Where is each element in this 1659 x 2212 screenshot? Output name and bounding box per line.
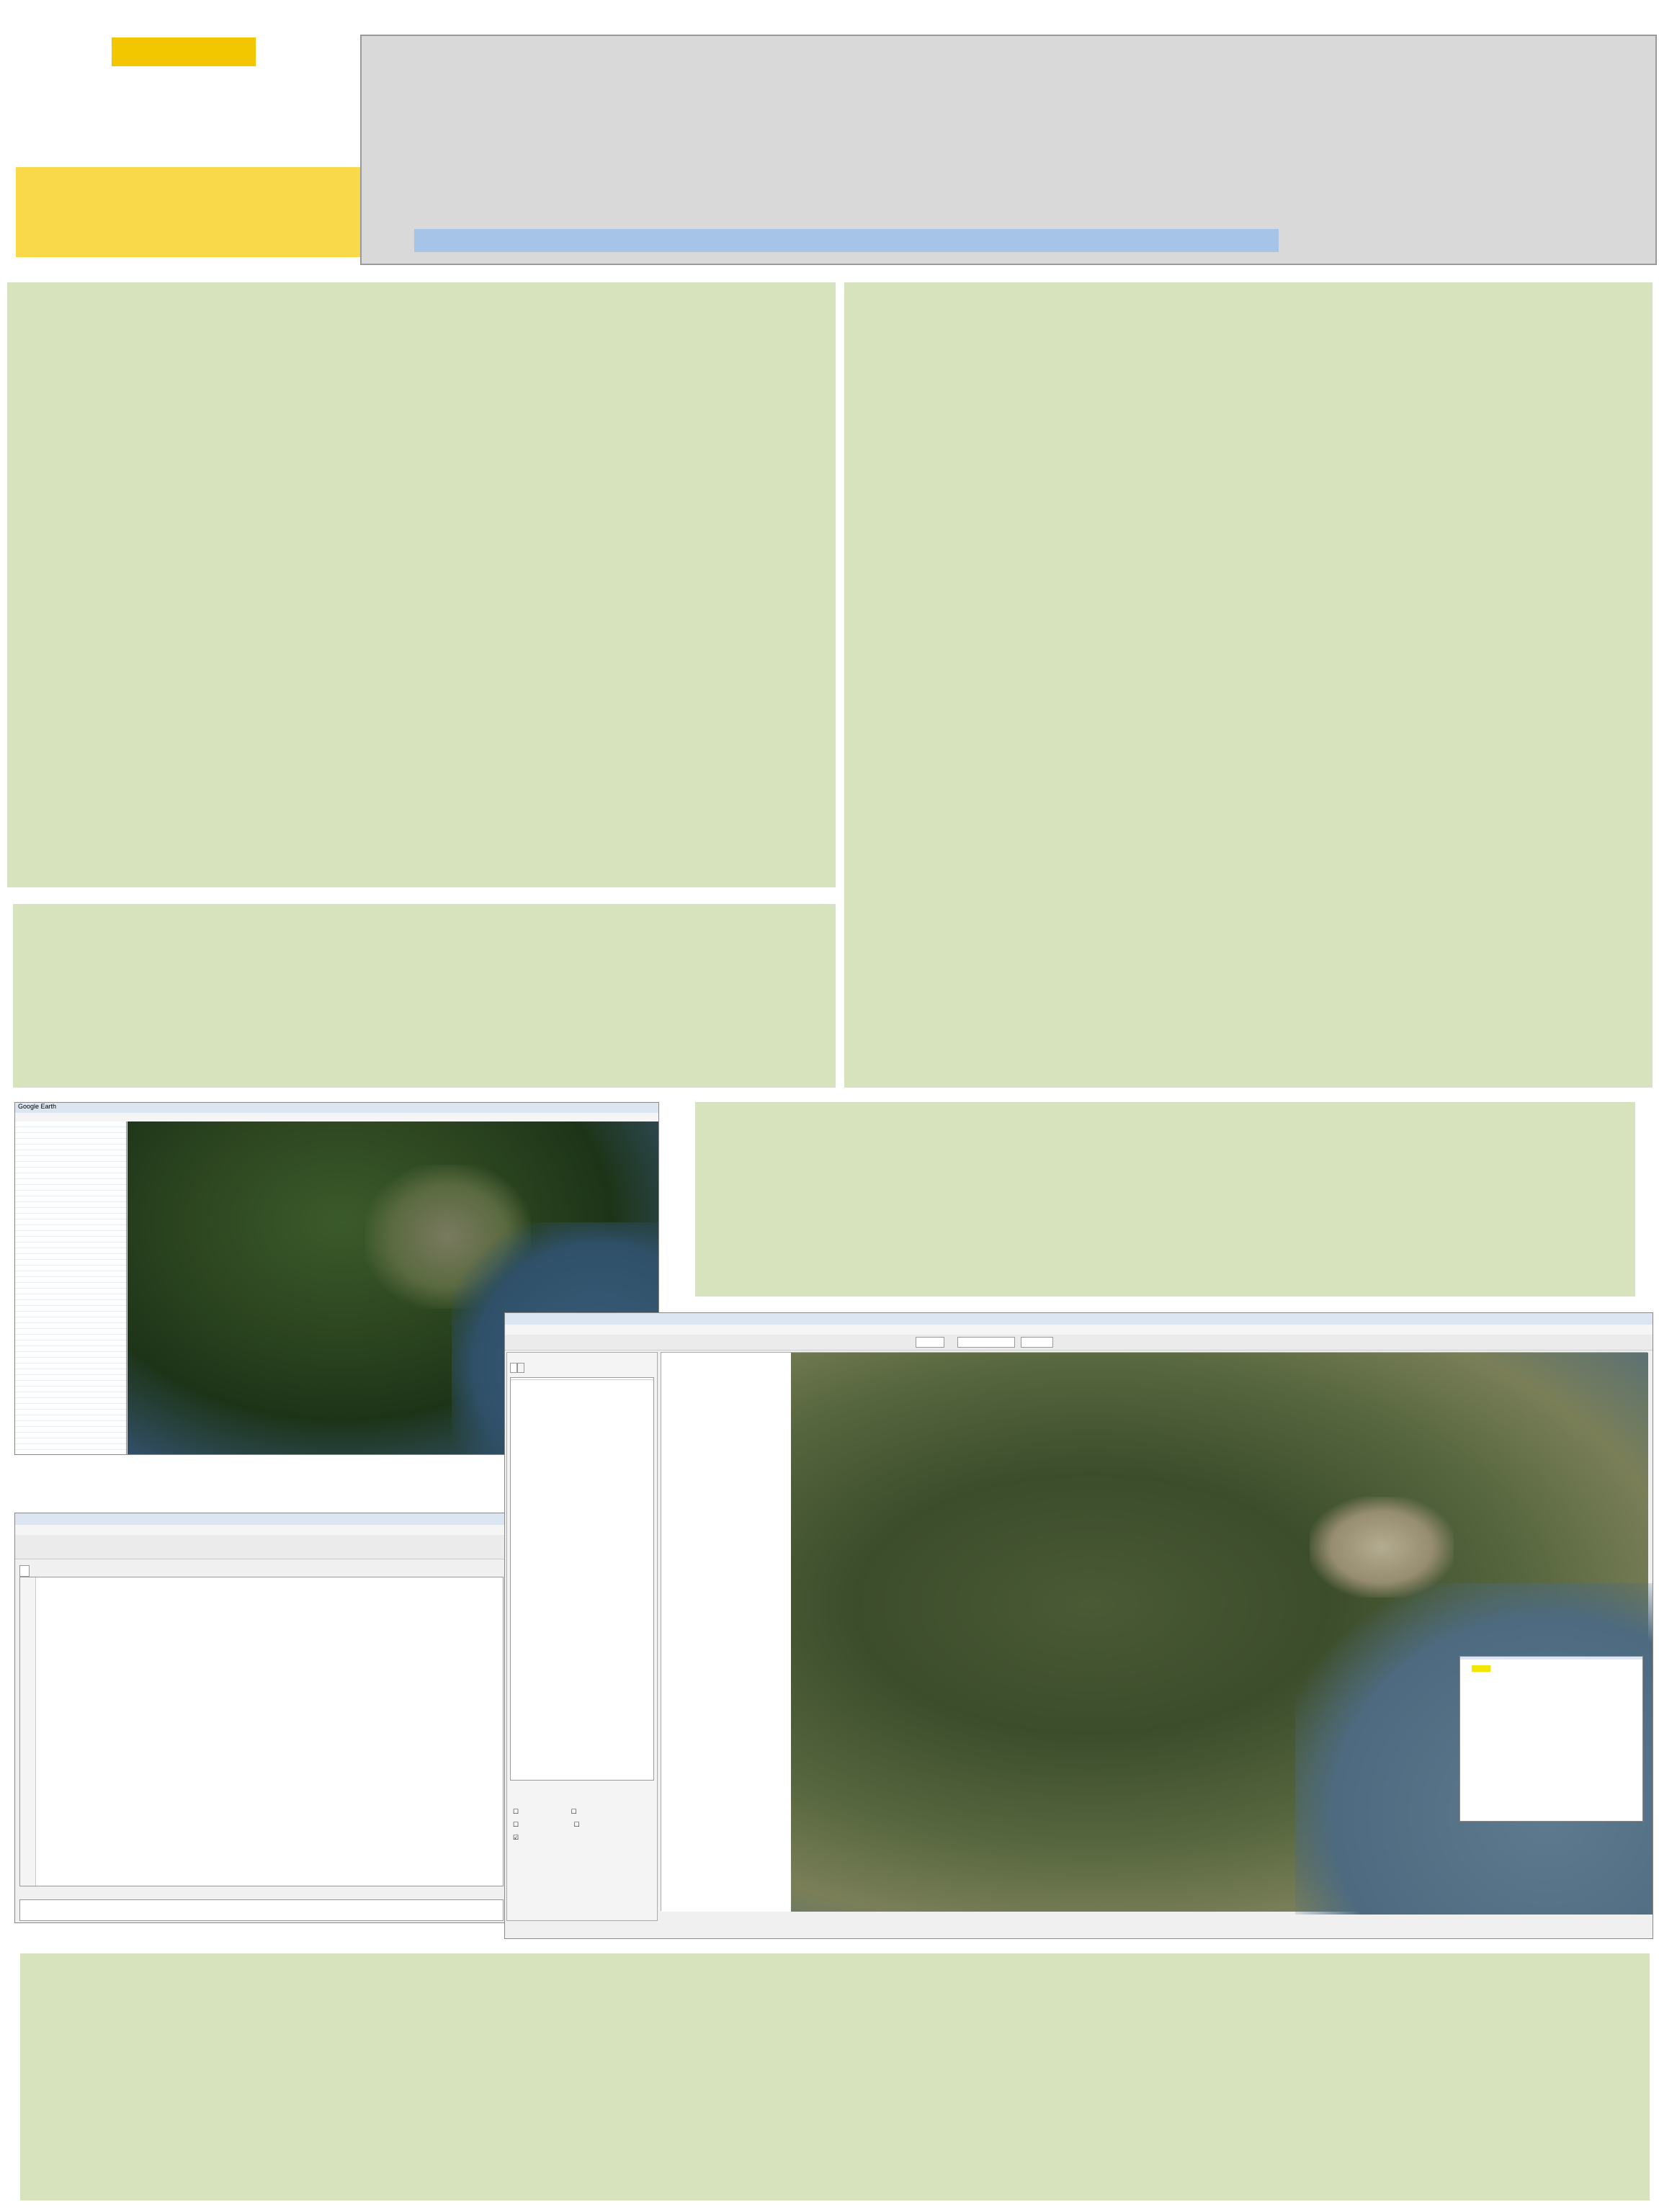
seminar-banner <box>16 167 360 257</box>
check-matriz[interactable]: ☑ <box>513 1834 519 1841</box>
tab-pi-disponiveis[interactable] <box>510 1363 517 1373</box>
logo-ig <box>112 66 256 108</box>
spring-satellite-image <box>791 1353 1648 1912</box>
references-box <box>20 1953 1650 2157</box>
category-tree[interactable] <box>510 1377 654 1781</box>
localizacao-box <box>13 904 836 1088</box>
line-number-gutter <box>20 1577 36 1886</box>
spring-titlebar <box>505 1313 1653 1325</box>
legal-menu <box>15 1525 513 1535</box>
legal-toolbar[interactable] <box>15 1535 513 1559</box>
spring-toolbar <box>505 1335 1653 1351</box>
ge-sidebar-places[interactable] <box>15 1121 127 1455</box>
check-texto[interactable]: ☐ <box>573 1821 580 1828</box>
ge-titlebar: Google Earth <box>15 1103 659 1113</box>
spring-outside-area <box>661 1353 791 1912</box>
check-pontos[interactable]: ☐ <box>513 1808 521 1815</box>
legal-file-tab[interactable] <box>19 1565 30 1577</box>
spring-urban-area <box>1310 1497 1454 1598</box>
logo-yellow-bar <box>112 37 256 66</box>
legal-code-editor[interactable] <box>19 1577 504 1886</box>
mode-select[interactable] <box>1021 1337 1053 1348</box>
desenvolvimento-box <box>844 282 1653 1088</box>
intro-box <box>7 282 836 887</box>
legend-class-swatch <box>1472 1665 1490 1672</box>
legal-titlebar <box>15 1513 513 1525</box>
panel-title <box>507 1353 657 1356</box>
spring-control-panel <box>506 1352 658 1921</box>
legend-pi-label <box>1460 1660 1642 1665</box>
check-classes[interactable]: ☐ <box>571 1808 577 1815</box>
coordinate-field[interactable] <box>957 1337 1015 1348</box>
spring-menu <box>505 1325 1653 1335</box>
tab-pi-selecionados[interactable] <box>517 1363 524 1373</box>
acknowledgements-box <box>20 2154 1650 2200</box>
legal-error-label <box>19 1889 504 1899</box>
legend-window[interactable] <box>1459 1656 1643 1822</box>
zoom-select[interactable] <box>916 1337 944 1348</box>
legend-class <box>1460 1665 1642 1675</box>
spring-map-view[interactable] <box>661 1352 1647 1911</box>
ge-menu <box>15 1113 659 1121</box>
resultados-box <box>695 1102 1635 1297</box>
spring-panel-tabs <box>507 1363 657 1373</box>
visibility-checks <box>510 1802 654 1874</box>
keywords-bar <box>414 229 1279 252</box>
legal-screenshot <box>14 1513 513 1923</box>
legal-error-panel <box>19 1899 504 1921</box>
category-tree-items <box>511 1380 653 1384</box>
check-linhas[interactable]: ☐ <box>513 1821 521 1828</box>
spring-screenshot <box>504 1312 1653 1939</box>
